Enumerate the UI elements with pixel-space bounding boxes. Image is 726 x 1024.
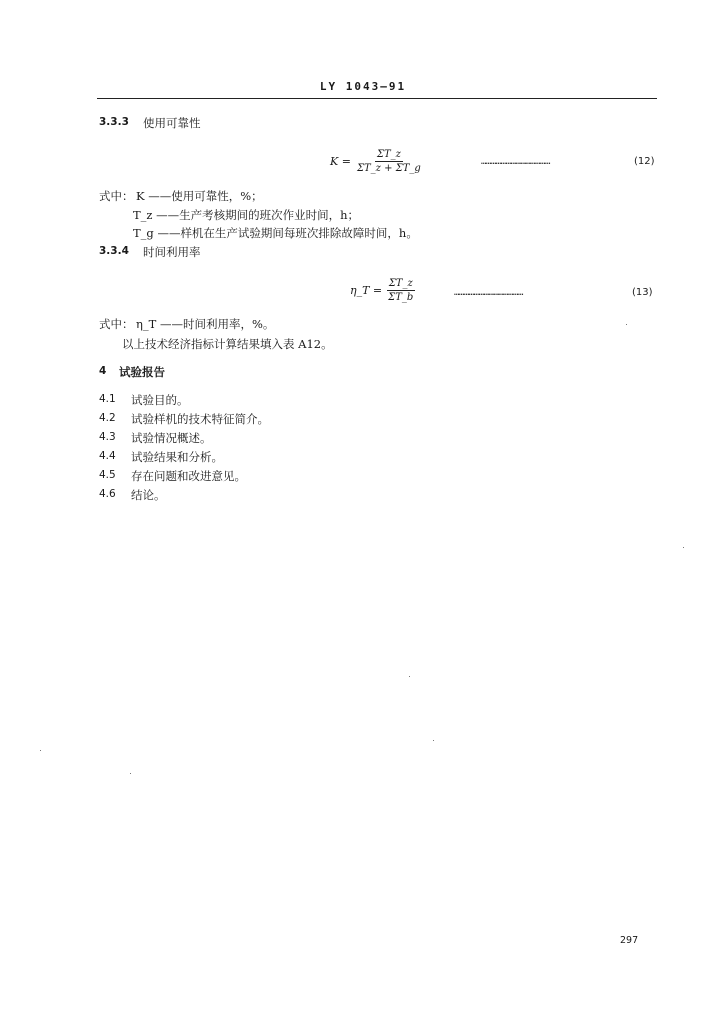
definition-k: K ——使用可靠性，%； [136,189,263,203]
header-rule [97,98,657,99]
section-3-3-3-number: 3.3.3 [99,116,129,128]
section-4-number: 4 [99,365,107,377]
item-4-1-number: 4.1 [99,393,116,405]
formula-13 [350,278,415,303]
formula-13-lhs: η_T = [350,284,383,297]
formula-12-numerator: ΣT_z [376,149,401,160]
item-4-6-text: 结论。 [131,488,166,502]
formula-12 [330,149,423,174]
where-label-12: 式中： [99,189,134,203]
scan-speck [433,740,434,741]
item-4-4-number: 4.4 [99,450,116,462]
formula-13-fraction [386,278,415,303]
scan-speck [409,676,410,677]
formula-13-denominator: ΣT_b [388,292,414,303]
formula-13-number: (13) [632,287,653,298]
item-4-2-text: 试验样机的技术特征简介。 [131,412,269,426]
item-4-5-number: 4.5 [99,469,116,481]
item-4-3-text: 试验情况概述。 [131,431,212,445]
document-code: LY 1043—91 [319,80,407,93]
section-4-title: 试验报告 [119,365,165,379]
section-3-3-4-title: 时间利用率 [143,245,201,259]
scan-speck [40,750,41,751]
scan-speck [683,547,684,548]
formula-12-fraction [355,149,423,174]
section-3-3-3-title: 使用可靠性 [143,116,201,130]
item-4-4-text: 试验结果和分析。 [131,450,223,464]
formula-12-lhs: K = [330,155,351,168]
formula-13-leader: …………………………………… [454,288,523,298]
item-4-2-number: 4.2 [99,412,116,424]
definition-eta: η_T ——时间利用率，%。 [136,317,275,331]
definition-tz: T_z ——生产考核期间的班次作业时间，h； [133,208,360,222]
page-number: 297 [620,935,639,946]
where-label-13: 式中： [99,317,134,331]
formula-12-number: (12) [634,156,655,167]
item-4-6-number: 4.6 [99,488,116,500]
definition-tg: T_g ——样机在生产试验期间每班次排除故障时间，h。 [133,226,418,240]
section-3-3-4-number: 3.3.4 [99,245,129,257]
scan-speck [626,324,627,325]
formula-12-denominator: ΣT_z + ΣT_g [356,163,421,174]
item-4-1-text: 试验目的。 [131,393,189,407]
formula-12-leader: …………………………………… [481,157,550,167]
item-4-3-number: 4.3 [99,431,116,443]
item-4-5-text: 存在问题和改进意见。 [131,469,246,483]
formula-13-numerator: ΣT_z [388,278,413,289]
scan-speck [130,773,131,774]
table-note: 以上技术经济指标计算结果填入表 A12。 [122,337,333,351]
